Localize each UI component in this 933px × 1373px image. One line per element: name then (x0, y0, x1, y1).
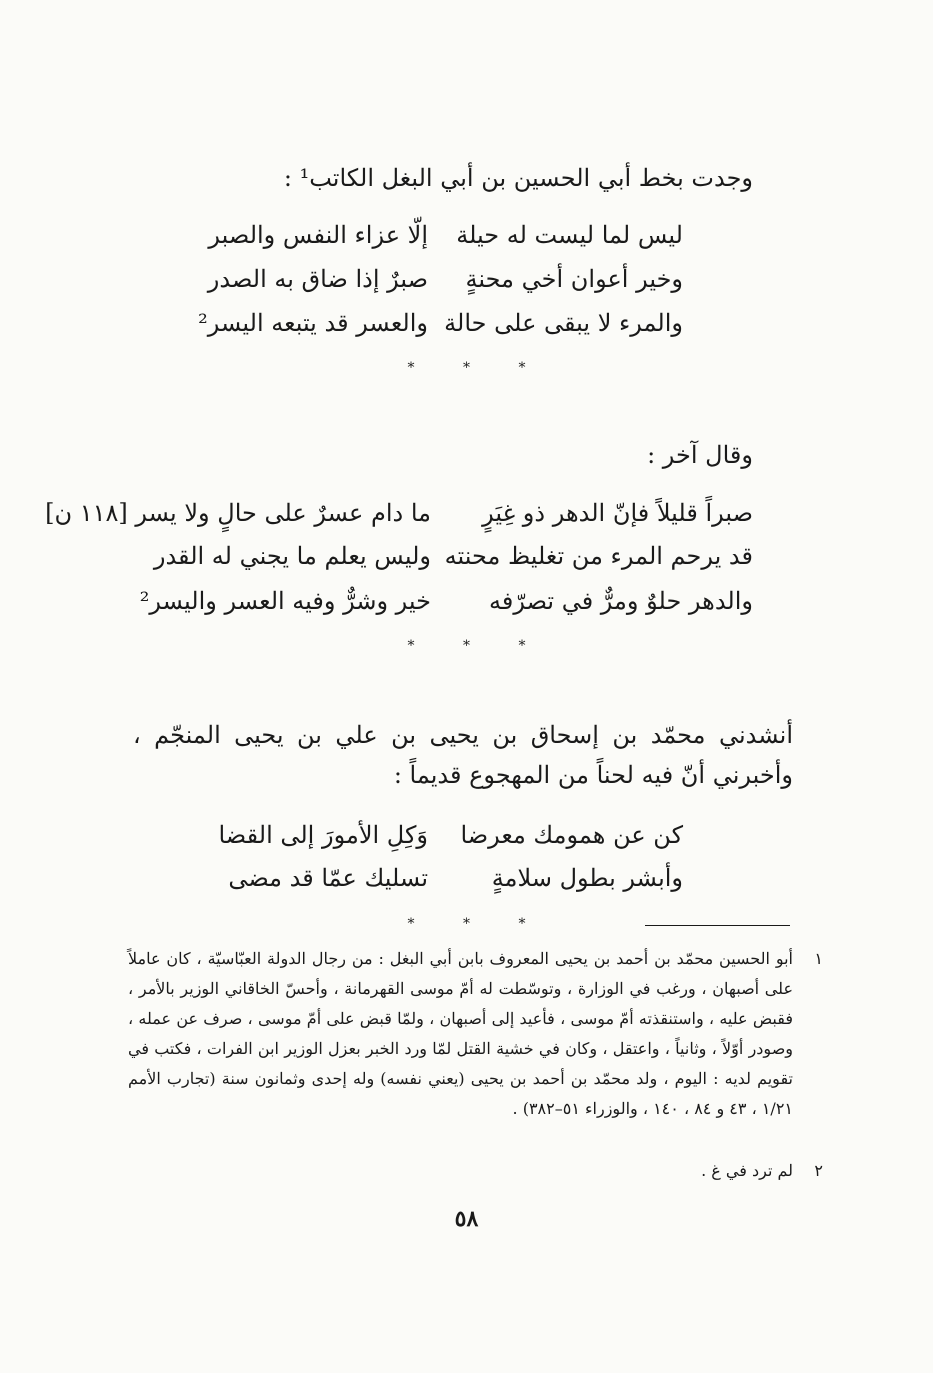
verse-line (133, 588, 753, 614)
verse-second-hemistich: خير وشرٌّ وفيه العسر واليسر² (139, 587, 431, 615)
verse-second-hemistich: إلّا عزاء النفس والصبر (208, 221, 428, 249)
verse-first-hemistich: صبراً قليلاً فإنّ الدهر ذو غِيَرٍ (482, 499, 753, 527)
verse-first-hemistich: ليس لما ليست له حيلة (456, 221, 683, 249)
verse-line (198, 309, 683, 337)
page-number: ٥٨ (454, 1206, 479, 1232)
section1-intro: وجدت بخط أبي الحسين بن أبي البغل الكاتب¹ : (283, 164, 753, 192)
verse-second-hemistich: والعسر قد يتبعه اليسر² (198, 309, 428, 337)
section-separator: * * * (407, 638, 548, 654)
verse-second-hemistich: تسليك عمّا قد مضى (228, 864, 428, 892)
verse-second-hemistich: ما دام عسرٌ على حالٍ ولا يسر [١١٨ ن] (45, 499, 431, 527)
verse-first-hemistich: وأبشر بطول سلامةٍ (491, 864, 683, 892)
footnote-divider (645, 925, 790, 926)
footnote-number: ١ (814, 949, 823, 968)
verse-second-hemistich: صبرٌ إذا ضاق به الصدر (207, 265, 428, 293)
verse-line (45, 499, 753, 527)
verse-line (207, 265, 683, 293)
section-separator: * * * (407, 916, 548, 932)
verse-line (133, 543, 753, 569)
verse-first-hemistich: والدهر حلوٌ ومرٌّ في تصرّفه (489, 587, 753, 615)
footnote-text: لم ترد في غ . (701, 1161, 793, 1180)
verse-first-hemistich: وخير أعوان أخي محنةٍ (465, 265, 683, 293)
section2-intro: وقال آخر : (647, 441, 753, 469)
footnote-text: أبو الحسين محمّد بن أحمد بن يحيى المعروف بابن أبي البغل : من رجال الدولة العبّاسيّة ، كان عاملاً على أصبهان ، ورغب في الوزارة ، وتوسّطت له أمّ موسى القهرمانة ، وأحسّ الخاقاني الوزير بالأمر ، فقبض عليه ، واستنقذته أمّ موسى ، فأعيد إلى أصبهان ، ولمّا قبض على أمّ موسى ، صرف عن عمله ، وصودر أوّلاً ، وثانياً ، واعتقل ، وكان في خشية القتل لمّا ورد الخبر بعزل الوزير ابن الفرات ، فكتب في تقويم لديه : اليوم ، ولد محمّد بن أحمد بن يحيى (يعني نفسه) وله إحدى وثمانون سنة (تجارب الأمم ١/٢١ ، ٤٣ و ٨٤ ، ١٤٠ ، والوزراء ٥١–٣٨٢) . (128, 949, 793, 1118)
verse-line (228, 864, 683, 892)
verse-second-hemistich: وَكِلِ الأمورَ إلى القضا (218, 821, 428, 849)
verse-first-hemistich: قد يرحم المرء من تغليظ محنته (444, 542, 753, 570)
verse-line (208, 221, 683, 249)
verse-second-hemistich: وليس يعلم ما يجني له القدر (153, 542, 431, 570)
verse-first-hemistich: والمرء لا يبقى على حالة (444, 309, 683, 337)
section3-prose: أنشدني محمّد بن إسحاق بن يحيى بن علي بن يحيى المنجّم ، وأخبرني أنّ فيه لحناً من المهجوع قديماً : (133, 721, 793, 789)
verse-first-hemistich: كن عن همومك معرضا (460, 821, 683, 849)
section-separator: * * * (407, 360, 548, 376)
footnote-number: ٢ (814, 1161, 823, 1180)
verse-line (218, 821, 683, 849)
